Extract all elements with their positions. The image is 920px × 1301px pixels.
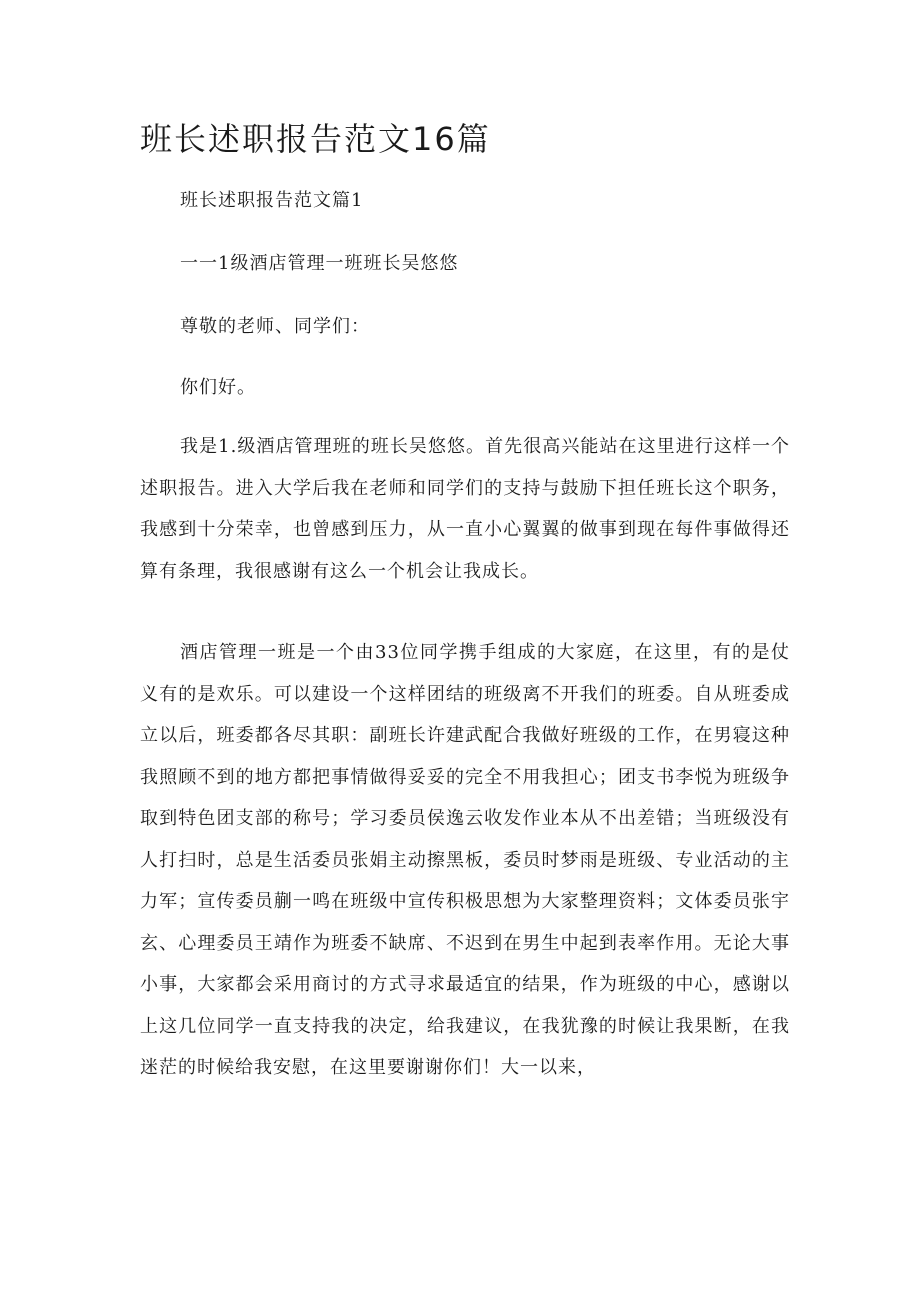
author-line: 一一1级酒店管理一班班长吴悠悠 <box>180 253 459 274</box>
greeting: 你们好。 <box>180 377 256 398</box>
document-title: 班长述职报告范文16篇 <box>140 120 491 158</box>
salutation: 尊敬的老师、同学们： <box>180 316 370 337</box>
section-heading: 班长述职报告范文篇1 <box>180 190 364 211</box>
body-paragraph-2: 酒店管理一班是一个由33位同学携手组成的大家庭，在这里，有的是仗义有的是欢乐。可以建设一个这样团结的班级离不开我们的班委。自从班委成立以后，班委都各尽其职：副班长许建武配合我做好班级的工作，在男寝这种我照顾不到的地方都把事情做得妥妥的完全不用我担心；团支书李悦为班级争取到特色团支部的称号；学习委员侯逸云收发作业本从不出差错；当班级没有人打扫时，总是生活委员张娟主动擦黑板，委员时梦雨是班级、专业活动的主力军；宣传委员蒯一鸣在班级中宣传积极思想为大家整理资料；文体委员张宇玄、心理委员王靖作为班委不缺席、不迟到在男生中起到表率作用。无论大事小事，大家都会采用商讨的方式寻求最适宜的结果，作为班级的中心，感谢以上这几位同学一直支持我的决定，给我建议，在我犹豫的时候让我果断，在我迷茫的时候给我安慰，在这里要谢谢你们！大一以来， <box>140 642 790 1078</box>
body-paragraph-1: 我是1.级酒店管理班的班长吴悠悠。首先很高兴能站在这里进行这样一个述职报告。进入大学后我在老师和同学们的支持与鼓励下担任班长这个职务，我感到十分荣幸，也曾感到压力，从一直小心翼翼的做事到现在每件事做得还算有条理，我很感谢有这么一个机会让我成长。 <box>140 436 790 582</box>
